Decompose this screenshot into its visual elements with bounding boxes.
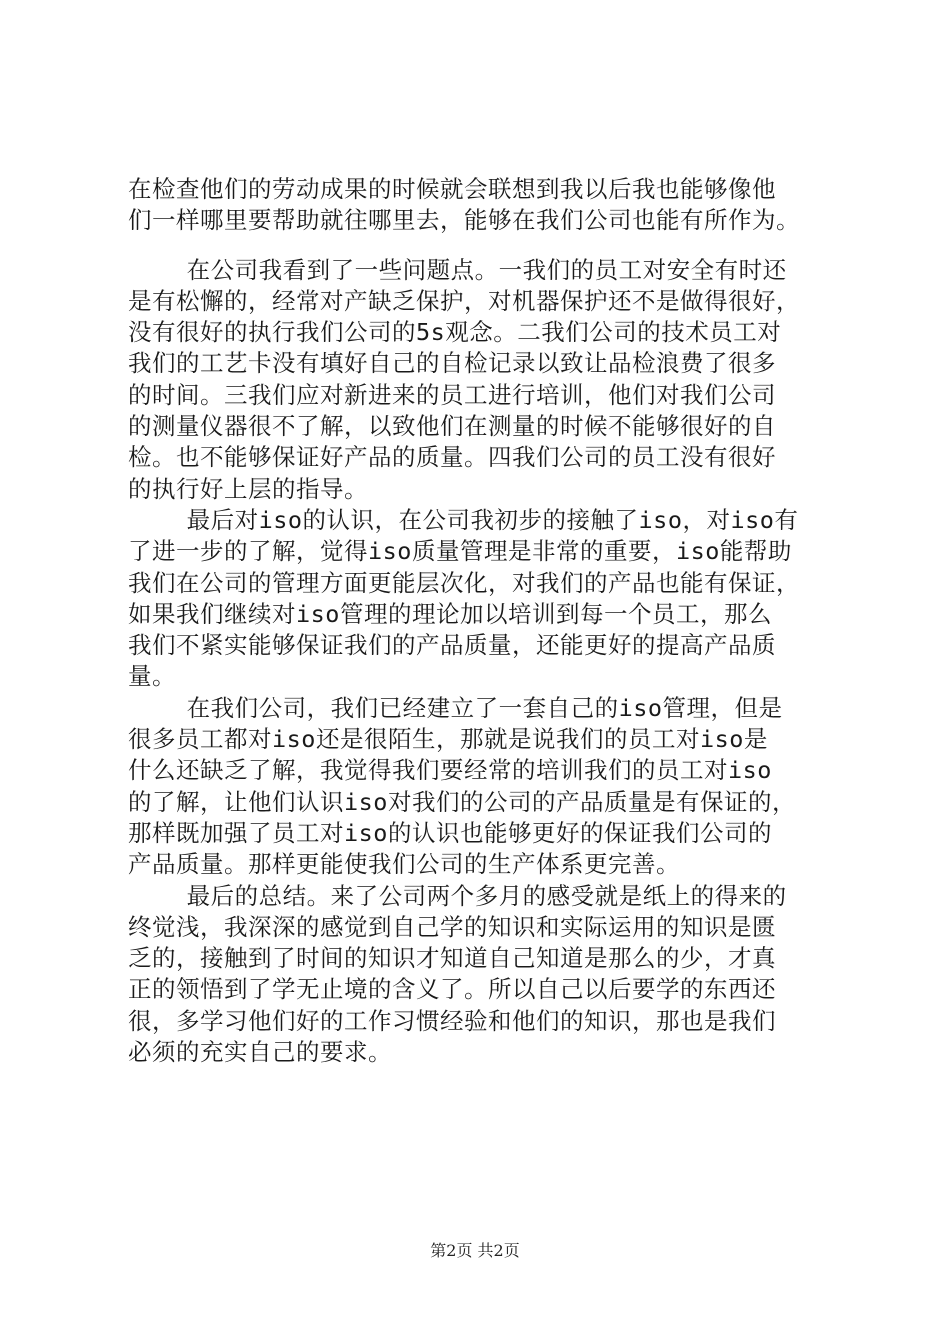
text-line: 量。 (128, 662, 176, 691)
text-line: 最后对iso的认识，在公司我初步的接触了iso，对iso有 (128, 505, 799, 534)
text-line: 的了解，让他们认识iso对我们的公司的产品质量是有保证的， (128, 787, 796, 816)
paragraph (128, 174, 832, 237)
text-line: 在公司我看到了一些问题点。一我们的员工对安全有时还 (128, 255, 787, 284)
text-line: 什么还缺乏了解，我觉得我们要经常的培训我们的员工对iso (128, 756, 772, 785)
text-line: 乏的，接触到了时间的知识才知道自己知道是那么的少，才真 (128, 944, 776, 973)
text-line: 我们不紧实能够保证我们的产品质量，还能更好的提高产品质 (128, 631, 776, 660)
text-line: 那样既加强了员工对iso的认识也能够更好的保证我们公司的 (128, 818, 772, 847)
text-line: 检。也不能够保证好产品的质量。四我们公司的员工没有很好 (128, 443, 776, 472)
text-line: 很，多学习他们好的工作习惯经验和他们的知识，那也是我们 (128, 1006, 776, 1035)
text-line: 很多员工都对iso还是很陌生，那就是说我们的员工对iso是 (128, 725, 768, 754)
text-line: 了进一步的了解，觉得iso质量管理是非常的重要，iso能帮助 (128, 537, 792, 566)
text-line: 的执行好上层的指导。 (128, 474, 368, 503)
text-line: 正的领悟到了学无止境的含义了。所以自己以后要学的东西还 (128, 975, 776, 1004)
paragraph (128, 505, 832, 693)
text-line: 终觉浅，我深深的感觉到自己学的知识和实际运用的知识是匮 (128, 912, 776, 941)
text-line: 我们在公司的管理方面更能层次化，对我们的产品也能有保证， (128, 568, 800, 597)
paragraph (128, 881, 832, 1069)
text-line: 最后的总结。来了公司两个多月的感受就是纸上的得来的 (128, 881, 787, 910)
text-line: 没有很好的执行我们公司的5s观念。二我们公司的技术员工对 (128, 318, 782, 347)
page-number-footer: 第2页 共2页 (430, 1241, 520, 1260)
text-line: 产品质量。那样更能使我们公司的生产体系更完善。 (128, 850, 680, 879)
text-line: 必须的充实自己的要求。 (128, 1038, 392, 1067)
text-line: 在我们公司，我们已经建立了一套自己的iso管理，但是 (128, 693, 783, 722)
text-line: 在检查他们的劳动成果的时候就会联想到我以后我也能够像他 (128, 175, 776, 203)
text-line: 是有松懈的，经常对产缺乏保护，对机器保护还不是做得很好， (128, 286, 800, 315)
text-line: 的时间。三我们应对新进来的员工进行培训，他们对我们公司 (128, 380, 776, 409)
paragraph (128, 693, 832, 881)
document-body (128, 174, 832, 1068)
text-line: 的测量仪器很不了解，以致他们在测量的时候不能够很好的自 (128, 412, 776, 441)
text-line: 如果我们继续对iso管理的理论加以培训到每一个员工，那么 (128, 599, 772, 628)
paragraph (128, 255, 832, 505)
text-line: 们一样哪里要帮助就往哪里去，能够在我们公司也能有所作为。 (128, 206, 800, 235)
text-line: 我们的工艺卡没有填好自己的自检记录以致让品检浪费了很多 (128, 349, 776, 378)
